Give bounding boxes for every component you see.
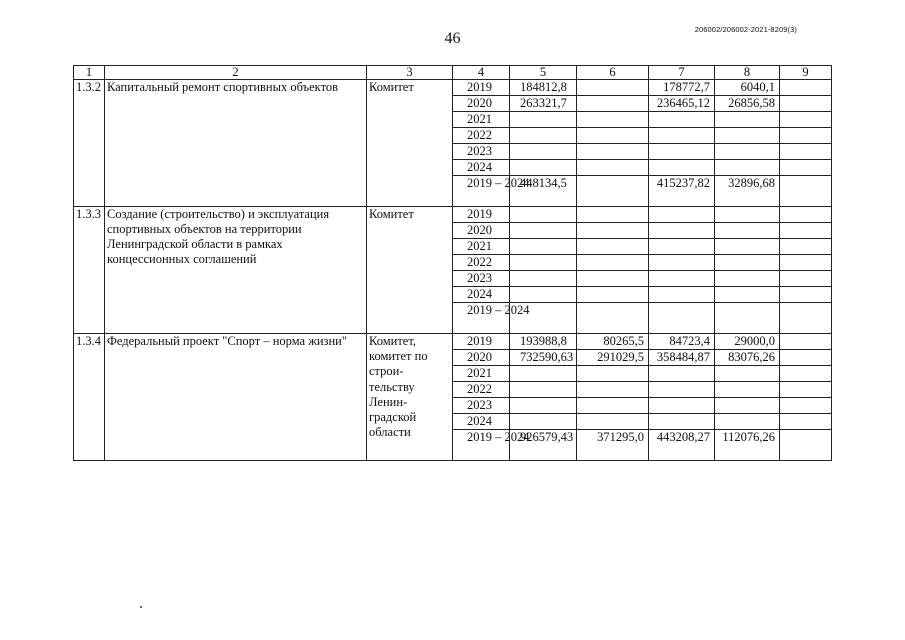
budget-table <box>73 65 832 461</box>
value-cell-c5 <box>510 287 577 303</box>
value-cell-c7 <box>649 303 715 334</box>
column-header: 1 <box>74 66 105 80</box>
value-cell-c9 <box>780 350 832 366</box>
value-cell-c8 <box>715 398 780 414</box>
value-cell-c8 <box>715 255 780 271</box>
value-cell-c9 <box>780 398 832 414</box>
value-cell-c6 <box>577 80 649 96</box>
value-cell-c6 <box>577 239 649 255</box>
value-cell-c8 <box>715 382 780 398</box>
value-cell-c7: 84723,4 <box>649 334 715 350</box>
value-cell-c6 <box>577 160 649 176</box>
value-cell-c7: 358484,87 <box>649 350 715 366</box>
value-cell-c7 <box>649 128 715 144</box>
value-cell-c6 <box>577 255 649 271</box>
year-cell: 2021 <box>453 366 510 382</box>
value-cell-c5 <box>510 255 577 271</box>
value-cell-c7: 443208,27 <box>649 430 715 461</box>
value-cell-c8 <box>715 287 780 303</box>
value-cell-c8: 29000,0 <box>715 334 780 350</box>
value-cell-c9 <box>780 144 832 160</box>
value-cell-c6: 80265,5 <box>577 334 649 350</box>
value-cell-c5 <box>510 223 577 239</box>
year-cell: 2020 <box>453 223 510 239</box>
value-cell-c8 <box>715 128 780 144</box>
value-cell-c8: 112076,26 <box>715 430 780 461</box>
value-cell-c5 <box>510 160 577 176</box>
value-cell-c7 <box>649 287 715 303</box>
value-cell-c5 <box>510 414 577 430</box>
value-cell-c6: 291029,5 <box>577 350 649 366</box>
value-cell-c8: 32896,68 <box>715 176 780 207</box>
value-cell-c8: 6040,1 <box>715 80 780 96</box>
year-cell: 2024 <box>453 287 510 303</box>
value-cell-c6 <box>577 366 649 382</box>
value-cell-c8 <box>715 271 780 287</box>
value-cell-c5 <box>510 144 577 160</box>
value-cell-c6 <box>577 112 649 128</box>
value-cell-c9 <box>780 255 832 271</box>
value-cell-c9 <box>780 96 832 112</box>
value-cell-c5 <box>510 271 577 287</box>
value-cell-c6 <box>577 176 649 207</box>
item-executor: Комитет, комитет по строи- тельству Ленин- градской области <box>367 334 453 461</box>
value-cell-c7 <box>649 112 715 128</box>
value-cell-c6 <box>577 414 649 430</box>
value-cell-c7 <box>649 207 715 223</box>
value-cell-c5: 193988,8 <box>510 334 577 350</box>
value-cell-c9 <box>780 366 832 382</box>
value-cell-c8 <box>715 144 780 160</box>
table-header-row <box>74 66 832 80</box>
value-cell-c7 <box>649 414 715 430</box>
value-cell-c9 <box>780 128 832 144</box>
table-row <box>74 334 832 350</box>
value-cell-c5: 263321,7 <box>510 96 577 112</box>
year-cell: 2019 <box>453 80 510 96</box>
value-cell-c6 <box>577 207 649 223</box>
value-cell-c8 <box>715 207 780 223</box>
column-header: 3 <box>367 66 453 80</box>
value-cell-c7 <box>649 144 715 160</box>
value-cell-c8 <box>715 414 780 430</box>
value-cell-c9 <box>780 176 832 207</box>
item-number: 1.3.3 <box>74 207 105 334</box>
value-cell-c8 <box>715 160 780 176</box>
stray-dot <box>140 606 142 608</box>
year-cell: 2022 <box>453 382 510 398</box>
item-number: 1.3.4 <box>74 334 105 461</box>
year-cell: 2024 <box>453 414 510 430</box>
year-cell: 2024 <box>453 160 510 176</box>
item-name: Создание (строительство) и эксплуатация спортивных объектов на территории Ленинградской области в рамках концессионных соглашений <box>105 207 367 334</box>
table-row <box>74 80 832 96</box>
value-cell-c7: 236465,12 <box>649 96 715 112</box>
value-cell-c7: 415237,82 <box>649 176 715 207</box>
value-cell-c6 <box>577 382 649 398</box>
period-total-year: 2019 – 2024 <box>453 303 510 334</box>
column-header: 6 <box>577 66 649 80</box>
value-cell-c6 <box>577 96 649 112</box>
year-cell: 2023 <box>453 271 510 287</box>
year-cell: 2021 <box>453 112 510 128</box>
value-cell-c8: 26856,58 <box>715 96 780 112</box>
column-header: 7 <box>649 66 715 80</box>
year-cell: 2022 <box>453 255 510 271</box>
item-number: 1.3.2 <box>74 80 105 207</box>
value-cell-c9 <box>780 414 832 430</box>
value-cell-c9 <box>780 287 832 303</box>
year-cell: 2020 <box>453 96 510 112</box>
value-cell-c7 <box>649 239 715 255</box>
value-cell-c9 <box>780 223 832 239</box>
value-cell-c6 <box>577 223 649 239</box>
value-cell-c7 <box>649 271 715 287</box>
year-cell: 2019 <box>453 207 510 223</box>
value-cell-c5 <box>510 112 577 128</box>
value-cell-c6 <box>577 128 649 144</box>
value-cell-c8: 83076,26 <box>715 350 780 366</box>
value-cell-c9 <box>780 112 832 128</box>
value-cell-c5 <box>510 128 577 144</box>
year-cell: 2022 <box>453 128 510 144</box>
page-number: 46 <box>444 30 461 47</box>
value-cell-c6: 371295,0 <box>577 430 649 461</box>
value-cell-c5 <box>510 366 577 382</box>
column-header: 9 <box>780 66 832 80</box>
value-cell-c5 <box>510 382 577 398</box>
value-cell-c8 <box>715 239 780 255</box>
value-cell-c6 <box>577 398 649 414</box>
value-cell-c7 <box>649 255 715 271</box>
value-cell-c9 <box>780 160 832 176</box>
value-cell-c6 <box>577 144 649 160</box>
value-cell-c5: 448134,5 <box>510 176 577 207</box>
value-cell-c8 <box>715 366 780 382</box>
value-cell-c6 <box>577 271 649 287</box>
value-cell-c8 <box>715 303 780 334</box>
year-cell: 2019 <box>453 334 510 350</box>
column-header: 4 <box>453 66 510 80</box>
value-cell-c6 <box>577 303 649 334</box>
period-total-year: 2019 – 2024 <box>453 176 510 207</box>
value-cell-c5 <box>510 239 577 255</box>
year-cell: 2020 <box>453 350 510 366</box>
value-cell-c9 <box>780 239 832 255</box>
column-header: 2 <box>105 66 367 80</box>
column-header: 8 <box>715 66 780 80</box>
value-cell-c5: 732590,63 <box>510 350 577 366</box>
value-cell-c7 <box>649 398 715 414</box>
value-cell-c9 <box>780 430 832 461</box>
value-cell-c8 <box>715 223 780 239</box>
year-cell: 2023 <box>453 144 510 160</box>
column-header: 5 <box>510 66 577 80</box>
item-name: Федеральный проект "Спорт – норма жизни" <box>105 334 367 461</box>
value-cell-c9 <box>780 382 832 398</box>
document-id: 206002/206002-2021-8209(3) <box>694 25 797 34</box>
period-total-year: 2019 – 2024 <box>453 430 510 461</box>
value-cell-c5 <box>510 398 577 414</box>
value-cell-c9 <box>780 207 832 223</box>
value-cell-c7 <box>649 382 715 398</box>
table-row <box>74 207 832 223</box>
value-cell-c7 <box>649 223 715 239</box>
value-cell-c5: 184812,8 <box>510 80 577 96</box>
value-cell-c9 <box>780 271 832 287</box>
year-cell: 2023 <box>453 398 510 414</box>
value-cell-c5: 926579,43 <box>510 430 577 461</box>
table-body <box>74 80 832 461</box>
value-cell-c6 <box>577 287 649 303</box>
item-name: Капитальный ремонт спортивных объектов <box>105 80 367 207</box>
value-cell-c8 <box>715 112 780 128</box>
value-cell-c7: 178772,7 <box>649 80 715 96</box>
year-cell: 2021 <box>453 239 510 255</box>
item-executor: Комитет <box>367 80 453 207</box>
value-cell-c7 <box>649 366 715 382</box>
value-cell-c9 <box>780 303 832 334</box>
value-cell-c9 <box>780 334 832 350</box>
value-cell-c5 <box>510 207 577 223</box>
value-cell-c7 <box>649 160 715 176</box>
item-executor: Комитет <box>367 207 453 334</box>
value-cell-c9 <box>780 80 832 96</box>
